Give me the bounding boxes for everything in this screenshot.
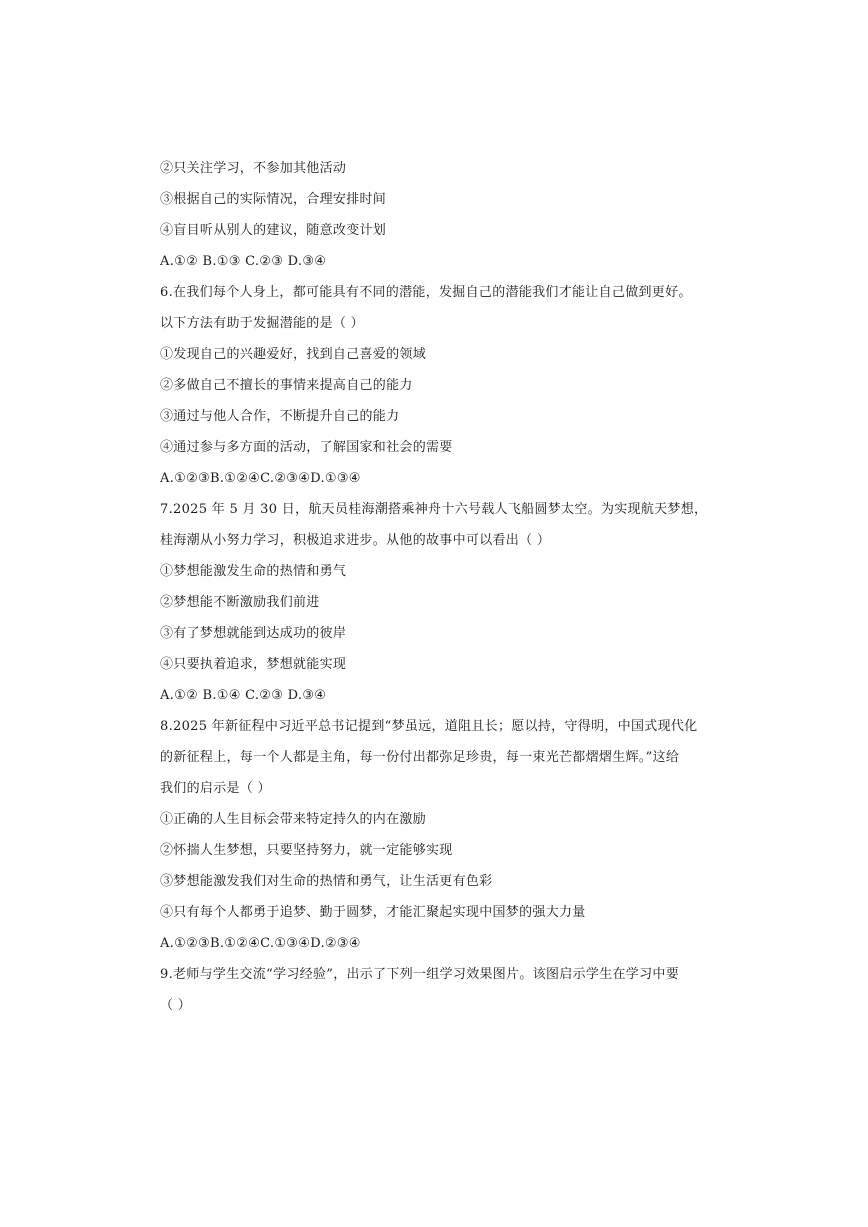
question-7-text: 桂海潮从小努力学习，积极追求进步。从他的故事中可以看出（ ）: [160, 533, 551, 548]
question-6-text: 6.在我们每个人身上，都可能具有不同的潜能，发掘自己的潜能我们才能让自己做到更好。: [160, 285, 692, 300]
option-line: ①梦想能激发生命的热情和勇气: [160, 564, 347, 579]
answer-choices: A.①②③B.①②④C.②③④D.①③④: [160, 471, 361, 486]
option-line: ④通过参与多方面的活动，了解国家和社会的需要: [160, 440, 453, 455]
question-8-text: 我们的启示是（ ）: [160, 781, 271, 796]
question-9-text: （ ）: [160, 998, 192, 1013]
question-8-text: 的新征程上，每一个人都是主角，每一份付出都弥足珍贵，每一束光芒都熠熠生辉。”这给: [160, 750, 680, 765]
option-line: ③根据自己的实际情况，合理安排时间: [160, 192, 387, 207]
option-line: ③梦想能激发我们对生命的热情和勇气，让生活更有色彩: [160, 874, 493, 889]
option-line: ②只关注学习，不参加其他活动: [160, 161, 347, 176]
answer-choices: A.①②③B.①②④C.①③④D.②③④: [160, 936, 361, 951]
option-line: ③有了梦想就能到达成功的彼岸: [160, 626, 347, 641]
question-8-text: 8.2025 年新征程中习近平总书记提到“梦虽远，道阻且长；愿以持，守得明，中国式现代化: [160, 719, 698, 734]
question-6-text: 以下方法有助于发掘潜能的是（ ）: [160, 316, 364, 331]
option-line: ④盲目听从别人的建议，随意改变计划: [160, 223, 387, 238]
option-line: ①正确的人生目标会带来特定持久的内在激励: [160, 812, 427, 827]
option-line: ④只要执着追求，梦想就能实现: [160, 657, 347, 672]
option-line: ③通过与他人合作，不断提升自己的能力: [160, 409, 400, 424]
option-line: ②怀揣人生梦想，只要坚持努力，就一定能够实现: [160, 843, 453, 858]
option-line: ①发现自己的兴趣爱好，找到自己喜爱的领域: [160, 347, 427, 362]
option-line: ②多做自己不擅长的事情来提高自己的能力: [160, 378, 413, 393]
option-line: ④只有每个人都勇于追梦、勤于圆梦，才能汇聚起实现中国梦的强大力量: [160, 905, 586, 920]
question-7-text: 7.2025 年 5 月 30 日，航天员桂海潮搭乘神舟十六号载人飞船圆梦太空。为实现航天梦想，: [160, 502, 708, 517]
option-line: ②梦想能不断激励我们前进: [160, 595, 320, 610]
question-9-text: 9.老师与学生交流“学习经验”，出示了下列一组学习效果图片。该图启示学生在学习中要: [160, 967, 679, 982]
answer-choices: A.①② B.①④ C.②③ D.③④: [160, 688, 327, 703]
answer-choices: A.①② B.①③ C.②③ D.③④: [160, 254, 327, 269]
